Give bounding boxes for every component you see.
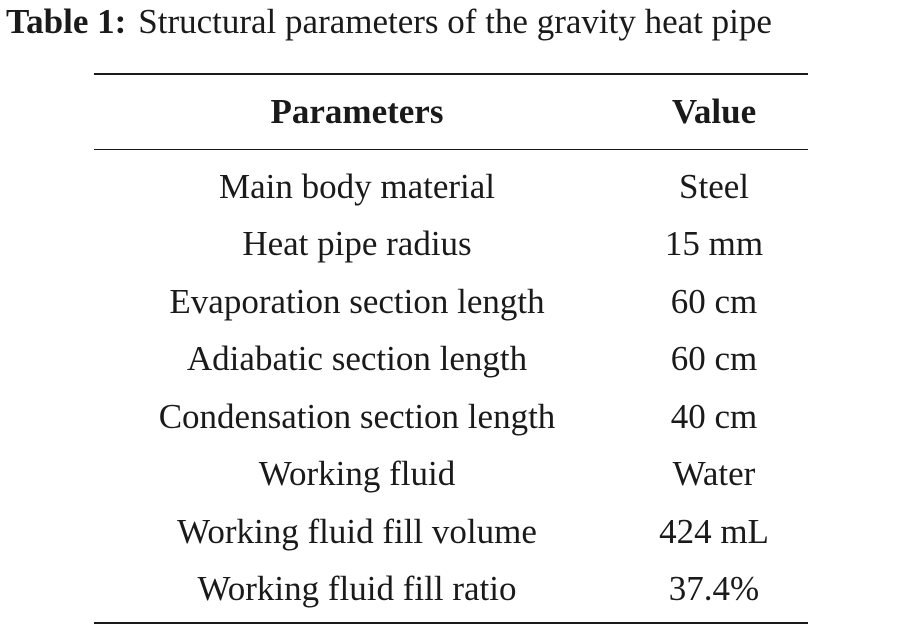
header-value: Value [671,92,757,131]
table-row [94,503,808,561]
table-caption-text: Structural parameters of the gravity heat pipe [138,2,772,41]
value-cell: 15 mm [664,224,764,264]
table-row [94,561,808,624]
table-row [94,216,808,274]
value-cell: 424 mL [659,511,769,551]
table-row [94,388,808,446]
table-caption [6,0,772,44]
parameters-table-container [94,73,808,624]
value-cell: Steel [679,166,749,206]
value-cell: 60 cm [670,281,758,321]
table-row [94,331,808,389]
table-header-row [94,74,808,150]
table-caption-label: Table 1: [6,2,127,41]
parameters-table [94,73,808,624]
table-row [94,150,808,216]
table-row [94,273,808,331]
parameter-cell: Working fluid fill volume [177,511,537,551]
parameter-cell: Adiabatic section length [186,339,528,379]
table-row [94,446,808,504]
parameter-cell: Condensation section length [158,396,556,436]
parameter-cell: Main body material [218,166,496,206]
parameter-cell: Evaporation section length [169,281,545,321]
parameter-cell: Heat pipe radius [242,224,472,264]
value-cell: Water [672,454,756,494]
value-cell: 37.4% [668,569,760,609]
parameter-cell: Working fluid [258,454,456,494]
header-parameters: Parameters [270,92,444,131]
value-cell: 60 cm [670,339,758,379]
parameter-cell: Working fluid fill ratio [197,569,517,609]
value-cell: 40 cm [670,396,758,436]
